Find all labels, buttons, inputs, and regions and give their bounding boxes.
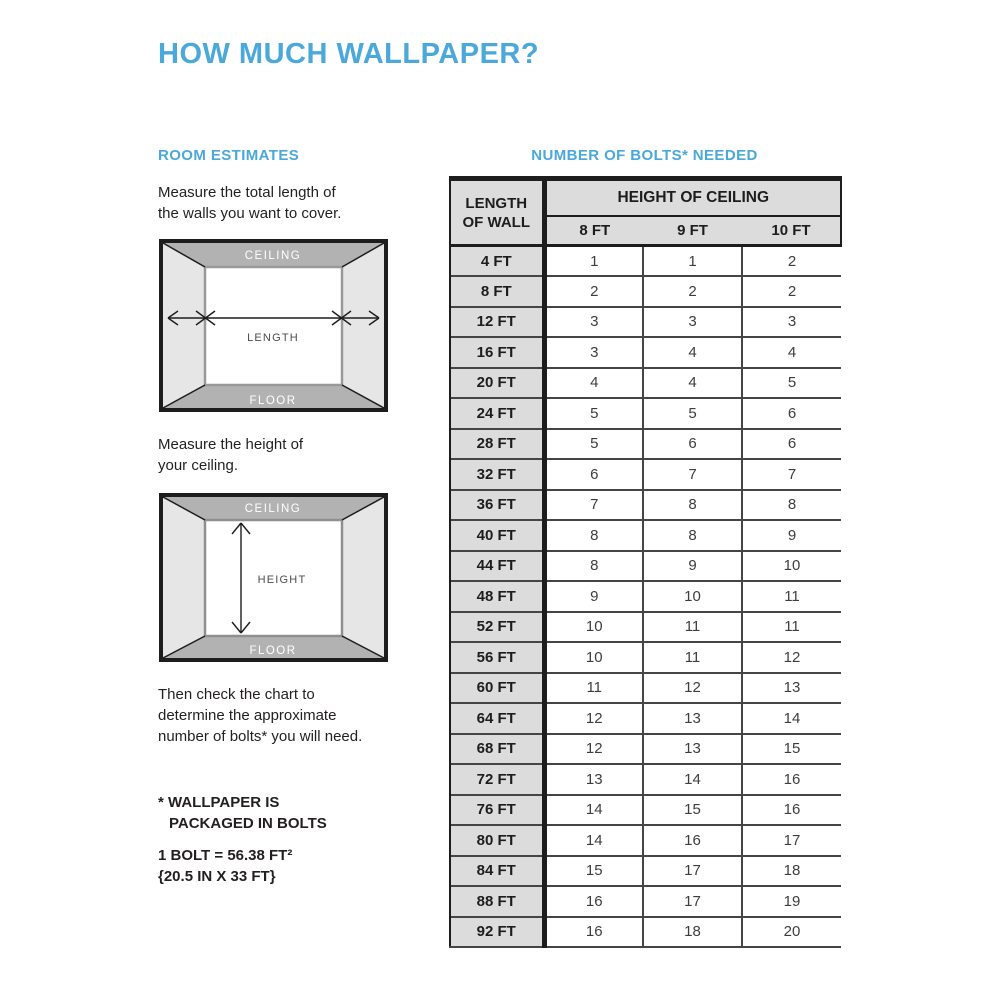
wall-length-cell: 12 FT (450, 307, 544, 338)
bolts-10ft-cell: 3 (742, 307, 841, 338)
wall-length-cell: 60 FT (450, 673, 544, 704)
bolts-9ft-cell: 12 (643, 673, 742, 704)
ceiling-8ft-header: 8 FT (544, 216, 643, 246)
table-row (450, 734, 841, 765)
bolts-8ft-cell: 14 (544, 795, 643, 826)
table-row (450, 490, 841, 521)
header-line: LENGTH (465, 194, 528, 212)
wall-length-cell: 4 FT (450, 246, 544, 277)
bolts-8ft-cell: 3 (544, 307, 643, 338)
bolts-8ft-cell: 10 (544, 642, 643, 673)
wall-length-cell: 52 FT (450, 612, 544, 643)
bolts-8ft-cell: 3 (544, 337, 643, 368)
length-dimension-label: LENGTH (247, 332, 299, 344)
bolts-8ft-cell: 16 (544, 886, 643, 917)
bolts-9ft-cell: 11 (643, 642, 742, 673)
wall-length-cell: 64 FT (450, 703, 544, 734)
bolts-8ft-cell: 8 (544, 520, 643, 551)
table-row (450, 246, 841, 277)
height-dimension-label: HEIGHT (257, 574, 307, 586)
bolts-10ft-cell: 15 (742, 734, 841, 765)
bolts-8ft-cell: 5 (544, 398, 643, 429)
bolts-9ft-cell: 17 (643, 856, 742, 887)
bolts-10ft-cell: 7 (742, 459, 841, 490)
table-row (450, 337, 841, 368)
bolt-size-line: {20.5 IN X 33 FT} (158, 868, 276, 885)
wall-length-cell: 8 FT (450, 276, 544, 307)
bolts-10ft-cell: 13 (742, 673, 841, 704)
wall-length-cell: 20 FT (450, 368, 544, 399)
bolts-8ft-cell: 2 (544, 276, 643, 307)
wall-length-cell: 32 FT (450, 459, 544, 490)
wall-length-cell: 56 FT (450, 642, 544, 673)
wall-length-cell: 88 FT (450, 886, 544, 917)
bolt-size-line: 1 BOLT = 56.38 FT² (158, 847, 293, 864)
bolts-9ft-cell: 11 (643, 612, 742, 643)
bolts-10ft-cell: 14 (742, 703, 841, 734)
table-row (450, 429, 841, 460)
check-chart-paragraph (158, 684, 362, 747)
right-wall-panel (342, 497, 384, 658)
wall-length-cell: 36 FT (450, 490, 544, 521)
table-row (450, 673, 841, 704)
bolts-10ft-cell: 4 (742, 337, 841, 368)
ceiling-10ft-header: 10 FT (742, 216, 841, 246)
paragraph-line: Then check the chart to (158, 686, 315, 703)
bolts-10ft-cell: 12 (742, 642, 841, 673)
bolts-8ft-cell: 14 (544, 825, 643, 856)
left-wall-panel (163, 243, 205, 408)
measure-length-paragraph (158, 182, 341, 224)
bolts-9ft-cell: 13 (643, 734, 742, 765)
back-wall-panel (205, 267, 342, 385)
bolts-8ft-cell: 13 (544, 764, 643, 795)
bolts-10ft-cell: 20 (742, 917, 841, 948)
bolts-10ft-cell: 6 (742, 398, 841, 429)
room-estimates-heading: ROOM ESTIMATES (158, 147, 300, 164)
paragraph-line: Measure the height of (158, 436, 304, 453)
table-row (450, 764, 841, 795)
bolts-10ft-cell: 8 (742, 490, 841, 521)
bolts-9ft-cell: 13 (643, 703, 742, 734)
wall-length-column-header (450, 179, 544, 246)
bolts-10ft-cell: 19 (742, 886, 841, 917)
bolts-table (449, 176, 842, 948)
bolts-10ft-cell: 10 (742, 551, 841, 582)
table-row (450, 459, 841, 490)
wall-length-cell: 16 FT (450, 337, 544, 368)
wall-length-cell: 68 FT (450, 734, 544, 765)
bolts-10ft-cell: 6 (742, 429, 841, 460)
bolts-9ft-cell: 7 (643, 459, 742, 490)
bolts-8ft-cell: 16 (544, 917, 643, 948)
table-row (450, 612, 841, 643)
bolts-8ft-cell: 12 (544, 734, 643, 765)
bolts-8ft-cell: 1 (544, 246, 643, 277)
bolts-9ft-cell: 6 (643, 429, 742, 460)
bolts-9ft-cell: 5 (643, 398, 742, 429)
table-row (450, 307, 841, 338)
ceiling-height-group-header: HEIGHT OF CEILING (544, 179, 841, 216)
bolts-9ft-cell: 17 (643, 886, 742, 917)
bolts-8ft-cell: 8 (544, 551, 643, 582)
bolts-9ft-cell: 2 (643, 276, 742, 307)
ceiling-label: CEILING (244, 503, 302, 515)
bolts-9ft-cell: 10 (643, 581, 742, 612)
bolts-8ft-cell: 7 (544, 490, 643, 521)
ceiling-label: CEILING (244, 250, 302, 262)
wall-length-cell: 48 FT (450, 581, 544, 612)
bolts-10ft-cell: 11 (742, 612, 841, 643)
paragraph-line: Measure the total length of (158, 184, 336, 201)
bolts-10ft-cell: 2 (742, 276, 841, 307)
floor-label: FLOOR (249, 395, 297, 407)
right-wall-panel (342, 243, 384, 408)
bolts-8ft-cell: 5 (544, 429, 643, 460)
bolt-table-body (450, 246, 841, 948)
bolts-8ft-cell: 10 (544, 612, 643, 643)
ceiling-9ft-header: 9 FT (643, 216, 742, 246)
table-row (450, 886, 841, 917)
table-row (450, 642, 841, 673)
bolts-9ft-cell: 14 (643, 764, 742, 795)
bolts-9ft-cell: 8 (643, 490, 742, 521)
bolts-10ft-cell: 9 (742, 520, 841, 551)
table-row (450, 856, 841, 887)
wall-length-cell: 24 FT (450, 398, 544, 429)
floor-label: FLOOR (249, 645, 297, 657)
bolts-9ft-cell: 3 (643, 307, 742, 338)
table-row (450, 520, 841, 551)
paragraph-line: your ceiling. (158, 457, 239, 474)
bolts-10ft-cell: 5 (742, 368, 841, 399)
table-row (450, 917, 841, 948)
bolts-10ft-cell: 18 (742, 856, 841, 887)
table-row (450, 398, 841, 429)
table-row (450, 825, 841, 856)
wall-length-cell: 28 FT (450, 429, 544, 460)
bolts-9ft-cell: 8 (643, 520, 742, 551)
bolts-9ft-cell: 4 (643, 337, 742, 368)
wallpaper-bolts-footnote (158, 792, 327, 834)
bolts-needed-heading: NUMBER OF BOLTS* NEEDED (531, 147, 758, 164)
bolts-9ft-cell: 18 (643, 917, 742, 948)
table-row (450, 581, 841, 612)
table-row (450, 703, 841, 734)
wall-length-cell: 84 FT (450, 856, 544, 887)
bolts-8ft-cell: 11 (544, 673, 643, 704)
table-row (450, 551, 841, 582)
bolts-10ft-cell: 16 (742, 795, 841, 826)
footnote-line: PACKAGED IN BOLTS (169, 815, 327, 832)
bolts-8ft-cell: 4 (544, 368, 643, 399)
table-row (450, 795, 841, 826)
table-row (450, 368, 841, 399)
bolts-8ft-cell: 6 (544, 459, 643, 490)
bolts-9ft-cell: 1 (643, 246, 742, 277)
wall-length-cell: 80 FT (450, 825, 544, 856)
left-wall-panel (163, 497, 205, 658)
paragraph-line: determine the approximate (158, 707, 337, 724)
bolt-size-info (158, 845, 292, 887)
bolts-10ft-cell: 17 (742, 825, 841, 856)
header-line: OF WALL (462, 213, 530, 231)
wall-length-cell: 92 FT (450, 917, 544, 948)
bolts-9ft-cell: 15 (643, 795, 742, 826)
footnote-line: * WALLPAPER IS (158, 794, 280, 811)
bolts-8ft-cell: 15 (544, 856, 643, 887)
length-room-diagram (159, 239, 388, 412)
paragraph-line: the walls you want to cover. (158, 205, 342, 222)
wall-length-cell: 44 FT (450, 551, 544, 582)
bolts-9ft-cell: 16 (643, 825, 742, 856)
bolts-10ft-cell: 11 (742, 581, 841, 612)
table-row (450, 276, 841, 307)
bolts-10ft-cell: 16 (742, 764, 841, 795)
bolts-8ft-cell: 9 (544, 581, 643, 612)
wall-length-cell: 40 FT (450, 520, 544, 551)
measure-height-paragraph (158, 434, 303, 476)
wall-length-cell: 76 FT (450, 795, 544, 826)
bolts-10ft-cell: 2 (742, 246, 841, 277)
wall-length-cell: 72 FT (450, 764, 544, 795)
paragraph-line: number of bolts* you will need. (158, 728, 363, 745)
height-room-diagram (159, 493, 388, 662)
bolts-8ft-cell: 12 (544, 703, 643, 734)
bolts-9ft-cell: 9 (643, 551, 742, 582)
page-title: HOW MUCH WALLPAPER? (158, 38, 540, 70)
bolts-9ft-cell: 4 (643, 368, 742, 399)
